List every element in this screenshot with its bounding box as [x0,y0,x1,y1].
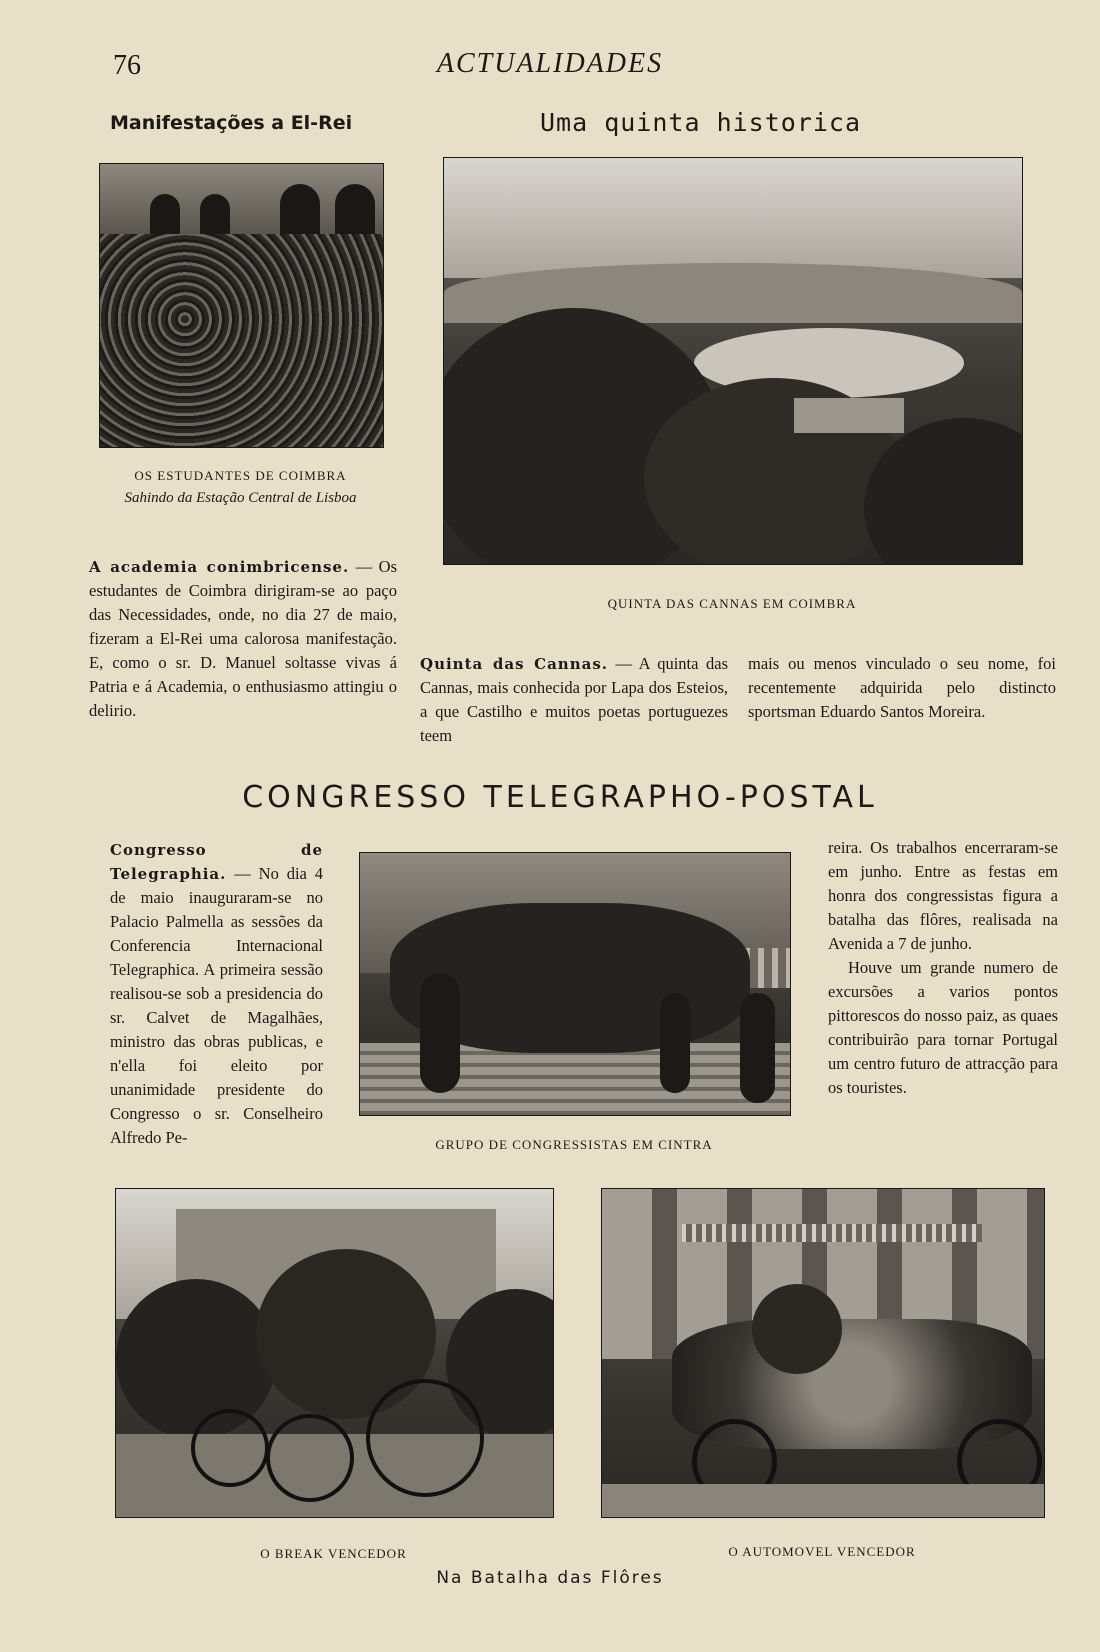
caption-estacao-central: Sahindo da Estação Central de Lisboa [124,490,357,506]
article-heading-quinta: Quinta das Cannas. [420,655,608,673]
article-body-quinta-col1: — A quinta das Cannas, mais conhecida por Lapa dos Esteios, a que Castilho e muitos poetas portuguezes teem [420,654,728,745]
article-body-congresso-col1: — No dia 4 de maio inauguraram-se no Palacio Palmella as sessões da Conferencia Internacional Telegraphica. A primeira sessão realisou-se sob a presidencia do sr. Calvet de Magalhães, ministro das obras publicas, e n'ella foi eleito por unanimidade presidente do Congresso o sr. Conselheiro Alfredo Pe- [110,864,323,1147]
photo-quinta-das-cannas [443,157,1023,565]
article-academia [89,555,397,723]
caption-grupo-congressistas: GRUPO DE CONGRESSISTAS EM CINTRA [435,1137,713,1152]
page-number: 76 [113,50,141,81]
section-title-congresso: CONGRESSO TELEGRAPHO-POSTAL [242,780,878,815]
section-title-quinta: Uma quinta historica [540,108,862,137]
section-title-manifestacoes: Manifestações a El-Rei [110,112,353,134]
article-heading-academia: A academia conimbricense. [89,558,350,576]
caption-estudantes: OS ESTUDANTES DE COIMBRA [134,468,347,483]
caption-quinta-das-cannas: QUINTA DAS CANNAS EM COIMBRA [607,596,857,611]
article-quinta-col2: mais ou menos vinculado o seu nome, foi recentemente adquirida pelo distincto sportsman Eduardo Santos Moreira. [748,654,1056,721]
photo-estudantes-coimbra [99,163,384,448]
article-congresso-col2 [828,836,1058,1100]
article-congresso-col1 [110,838,323,1150]
photo-grupo-congressistas [359,852,791,1116]
photo-automovel-vencedor [601,1188,1045,1518]
article-quinta-col1 [420,652,728,748]
article-body-congresso-col2-p1: reira. Os trabalhos encerraram-se em junho. Entre as festas em honra dos congressistas figura a batalha das flôres, realisada na Avenida a 7 de junho. [828,838,1058,953]
article-body-academia: — Os estudantes de Coimbra dirigiram-se ao paço das Necessidades, onde, no dia 27 de maio, fizeram a El-Rei uma calorosa manifestação. E, como o sr. D. Manuel soltasse vivas á Patria e á Academia, o enthusiasmo attingiu o delirio. [89,557,397,720]
article-heading-congresso: Congresso de Telegraphia. [110,841,323,883]
journal-title: ACTUALIDADES [436,48,664,79]
caption-automovel-vencedor: O AUTOMOVEL VENCEDOR [728,1544,916,1559]
photo-break-vencedor [115,1188,554,1518]
article-body-congresso-col2-p2: Houve um grande numero de excursões a varios pontos pittorescos do nosso paiz, as quaes contribuirão para tornar Portugal um centro futuro de attracção para os touristes. [828,958,1058,1097]
caption-break-vencedor: O BREAK VENCEDOR [260,1546,407,1561]
footer-title-batalha-das-flores: Na Batalha das Flôres [436,1568,664,1588]
